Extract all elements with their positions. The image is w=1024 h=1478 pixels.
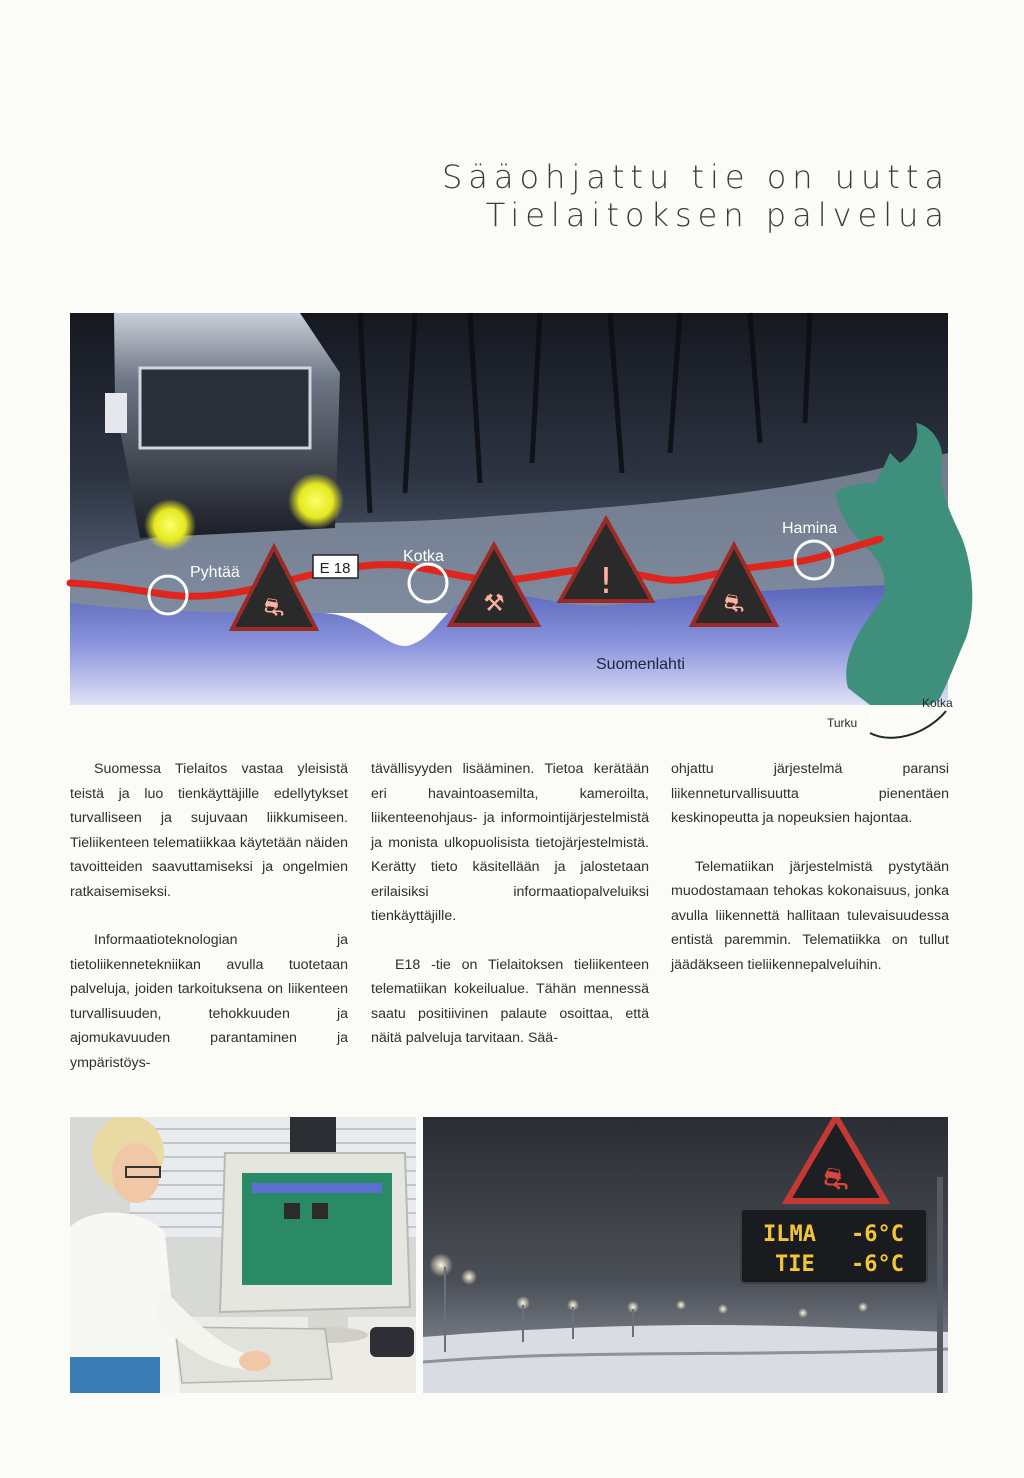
hamina-label: Hamina (782, 520, 838, 537)
text-column-1 (70, 757, 348, 1099)
paragraph: ohjattu järjestelmä paransi liikenneturvallisuutta pienentäen keskinopeutta ja nopeuksien hajontaa. (671, 761, 949, 826)
hero-svg (70, 313, 953, 730)
sea-label: Suomenlahti (596, 656, 685, 673)
kotka-label: Kotka (403, 548, 444, 565)
page-title (442, 158, 950, 234)
sign-row2-label: TIE (775, 1252, 815, 1277)
photo-night-road (423, 1117, 948, 1393)
paragraph: Suomessa Tielaitos vastaa yleisistä teistä ja luo tienkäyttäjille edellytykset turvalliseen ja sujuvaan liikkumiseen. Tieliikenteen telematiikkaa käytetään näiden tavoitteiden saavuttamiseksi ja ongelmien ratkaisemiseksi. (70, 761, 348, 900)
svg-text:!: ! (598, 561, 614, 602)
night-road-illustration (423, 1117, 948, 1393)
svg-text:⛐: ⛐ (823, 1162, 849, 1197)
svg-text:⛐: ⛐ (263, 593, 285, 621)
sign-row2-value: -6°C (851, 1252, 904, 1277)
title-line-1: Sääohjattu tie on uutta (441, 158, 950, 196)
paragraph: tävällisyyden lisääminen. Tietoa kerätään eri havaintoasemilta, kameroilta, liikenteenohjaus- ja informointijärjestelmistä ja monista ulkopuolisista tietojärjestelmistä. Kerätty tieto käsitellään ja jalostetaan erilaisiksi informaatiopalveluiksi tienkäyttäjille. (371, 761, 649, 924)
paragraph: E18 -tie on Tielaitoksen tieliikenteen telematiikan kokeilualue. Tähän mennessä saatu positiivinen palaute osoittaa, että näitä palveluja tarvitaan. Sää- (371, 956, 649, 1046)
operator-illustration (70, 1117, 416, 1393)
variable-message-sign (741, 1209, 927, 1283)
hero-illustration (70, 313, 953, 730)
photo-operator (70, 1117, 416, 1393)
svg-text:⚒: ⚒ (483, 589, 505, 617)
map-label-helsinki: Helsinki (870, 710, 913, 724)
paragraph: Informaatioteknologian ja tietoliikennetekniikan avulla tuotetaan palveluja, joiden tarkoituksena on liikenteen turvallisuuden, tehokkuuden ja ajomukavuuden parantaminen ja ympäristöys- (70, 932, 348, 1071)
map-label-kotka: Kotka (922, 696, 953, 710)
pyhtaa-label: Pyhtää (190, 564, 240, 581)
map-label-turku: Turku (827, 716, 858, 730)
text-column-2 (371, 757, 649, 1075)
paragraph: Telematiikan järjestelmistä pystytään muodostamaan tehokas kokonaisuus, jonka avulla liikennettä hallitaan tulevaisuudessa entistä paremmin. Telematiikka on tullut jäädäkseen tieliikennepalveluihin. (671, 858, 949, 973)
truck (105, 313, 344, 551)
e18-label: E 18 (319, 560, 351, 577)
svg-text:⛐: ⛐ (723, 589, 745, 617)
sign-row1-value: -6°C (851, 1222, 904, 1247)
title-line-2: Tielaitoksen palvelua (485, 196, 950, 234)
sign-row1-label: ILMA (763, 1222, 816, 1247)
text-column-3 (671, 757, 949, 1001)
